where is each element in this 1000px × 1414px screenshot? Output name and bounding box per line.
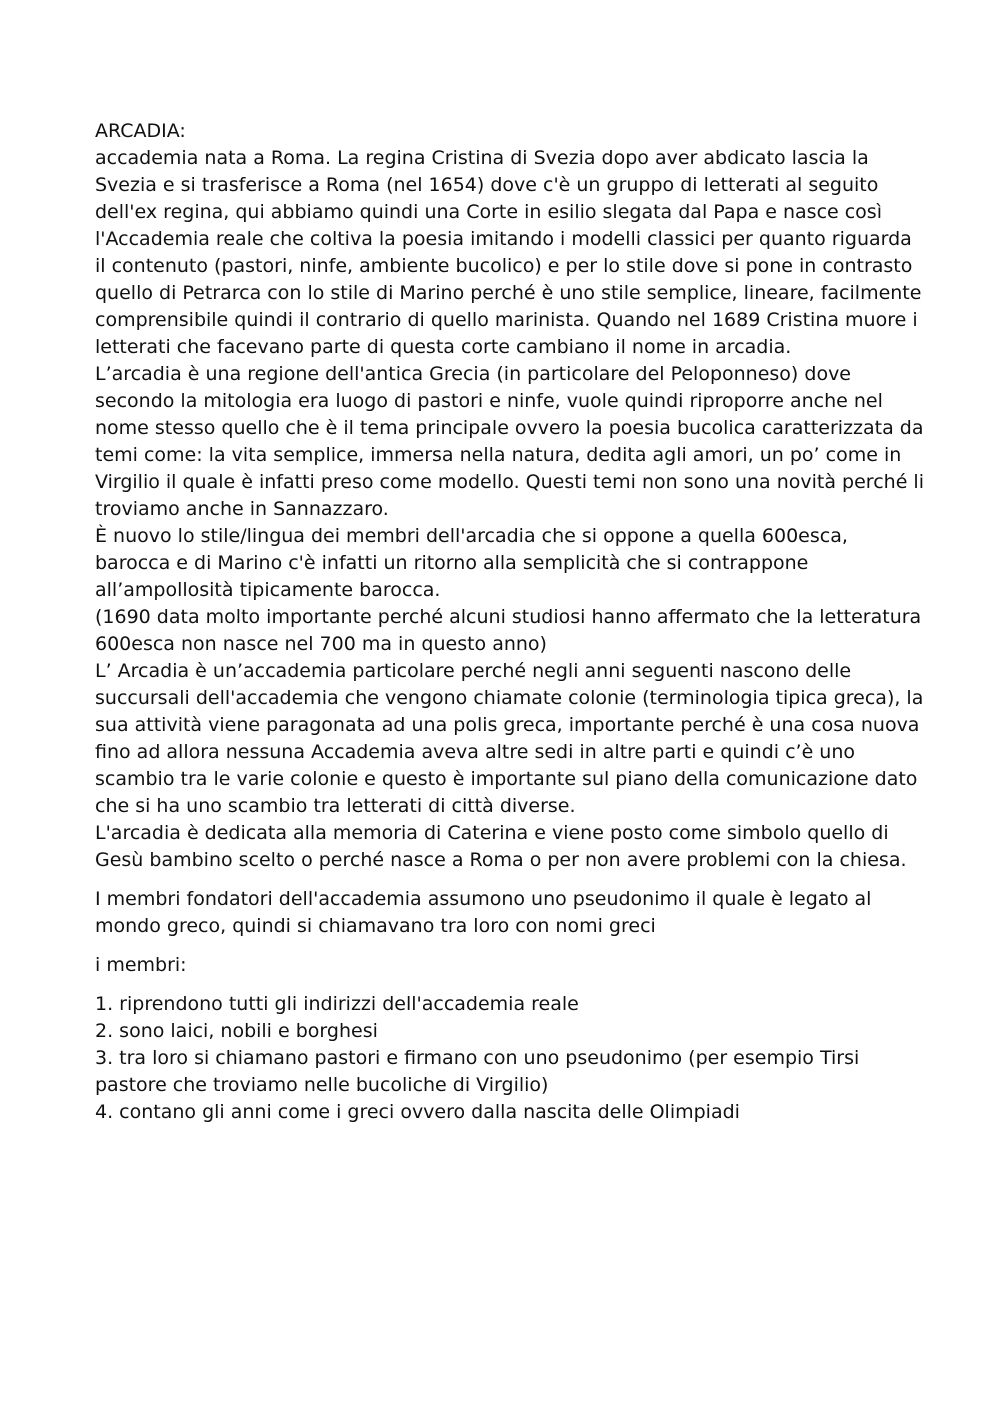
- document-page: [95, 118, 925, 1126]
- paragraph: L'arcadia è dedicata alla memoria di Caterina e viene posto come simbolo quello di Gesù bambino scelto o perché nasce a Roma o per non avere problemi con la chiesa.: [95, 822, 907, 871]
- spacer: [95, 874, 925, 886]
- document-heading: ARCADIA:: [95, 120, 186, 142]
- main-text-block: [95, 118, 925, 874]
- paragraph: accademia nata a Roma. La regina Cristina di Svezia dopo aver abdicato lascia la Svezia e si trasferisce a Roma (nel 1654) dove c'è un gruppo di letterati al seguito dell'ex regina, qui abbiamo quindi una Corte in esilio slegata dal Papa e nasce così l'Accademia reale che coltiva la poesia imitando i modelli classici per quanto riguarda il contenuto (pastori, ninfe, ambiente bucolico) e per lo stile dove si pone in contrasto quello di Petrarca con lo stile di Marino perché è uno stile semplice, lineare, facilmente comprensibile quindi il contrario di quello marinista. Quando nel 1689 Cristina muore i letterati che facevano parte di questa corte cambiano il nome in arcadia.: [95, 147, 922, 358]
- list-item: 1. riprendono tutti gli indirizzi dell'accademia reale: [95, 993, 579, 1015]
- list-item: 3. tra loro si chiamano pastori e firmano con uno pseudonimo (per esempio Tirsi pastore che troviamo nelle bucoliche di Virgilio): [95, 1047, 860, 1096]
- list-item: 4. contano gli anni come i greci ovvero dalla nascita delle Olimpiadi: [95, 1101, 740, 1123]
- list-item: 2. sono laici, nobili e borghesi: [95, 1020, 378, 1042]
- paragraph: L’arcadia è una regione dell'antica Grecia (in particolare del Peloponneso) dove secondo la mitologia era luogo di pastori e ninfe, vuole quindi riproporre anche nel nome stesso quello che è il tema principale ovvero la poesia bucolica caratterizzata da temi come: la vita semplice, immersa nella natura, dedita agli amori, un po’ come in Virgilio il quale è infatti preso come modello. Questi temi non sono una novità perché li troviamo anche in Sannazzaro.: [95, 363, 924, 520]
- members-label: i membri:: [95, 954, 187, 976]
- paragraph: È nuovo lo stile/lingua dei membri dell'arcadia che si oppone a quella 600esca, barocca e di Marino c'è infatti un ritorno alla semplicità che si contrappone all’ampollosità tipicamente barocca.: [95, 525, 848, 601]
- paragraph-founders: I membri fondatori dell'accademia assumono uno pseudonimo il quale è legato al mondo greco, quindi si chiamavano tra loro con nomi greci: [95, 888, 872, 937]
- paragraph: L’ Arcadia è un’accademia particolare perché negli anni seguenti nascono delle succursali dell'accademia che vengono chiamate colonie (terminologia tipica greca), la sua attività viene paragonata ad una polis greca, importante perché è una cosa nuova fino ad allora nessuna Accademia aveva altre sedi in altre parti e quindi c’è uno scambio tra le varie colonie e questo è importante sul piano della comunicazione dato che si ha uno scambio tra letterati di città diverse.: [95, 660, 924, 817]
- paragraph: (1690 data molto importante perché alcuni studiosi hanno affermato che la letteratura 600esca non nasce nel 700 ma in questo anno): [95, 606, 922, 655]
- spacer: [95, 979, 925, 991]
- spacer: [95, 940, 925, 952]
- members-list: [95, 991, 925, 1126]
